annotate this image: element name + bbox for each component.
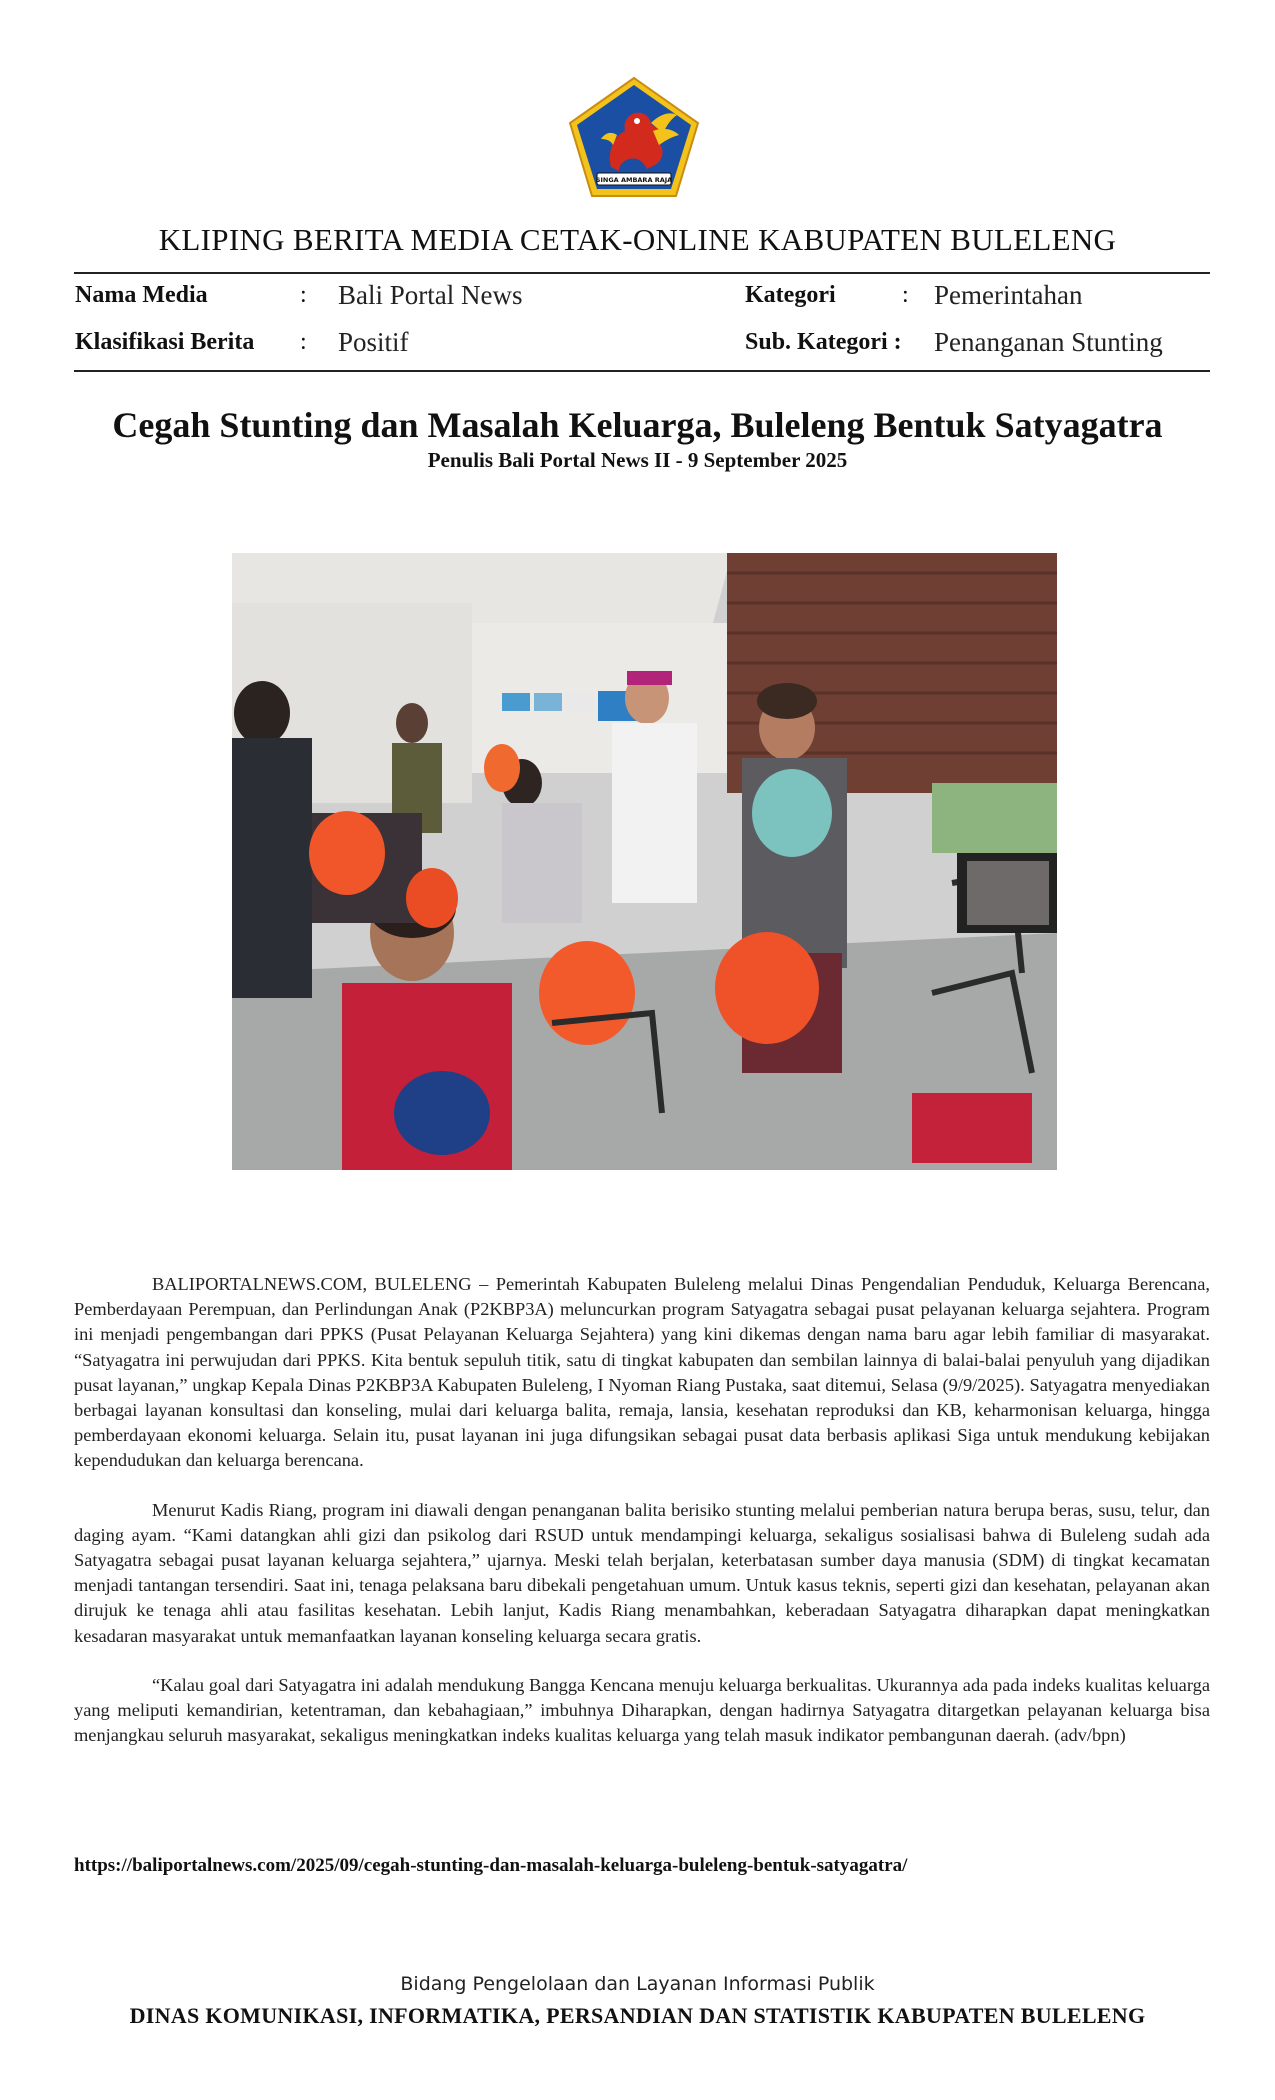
- news-photo: [232, 553, 1057, 1170]
- footer-agency: DINAS KOMUNIKASI, INFORMATIKA, PERSANDIAN DAN STATISTIK KABUPATEN BULELENG: [129, 2003, 1146, 2028]
- subkategori-label: Sub. Kategori :: [745, 329, 902, 355]
- article-paragraph-1: BALIPORTALNEWS.COM, BULELENG – Pemerintah Kabupaten Buleleng melalui Dinas Pengendalian Penduduk, Keluarga Berencana, Pemberdayaan Perempuan, dan Perlindungan Anak (P2KBP3A) meluncurkan program Satyagatra sebagai pusat pelayanan keluarga sejahtera. Program ini menjadi pengembangan dari PPKS (Pusat Pelayanan Keluarga Sejahtera) yang kini dikemas dengan nama baru agar lebih familiar di masyarakat. “Satyagatra ini perwujudan dari PPKS. Kita bentuk sepuluh titik, satu di tingkat kabupaten dan sembilan lainnya di balai-balai penyuluh yang dijadikan pusat layanan,” ungkap Kepala Dinas P2KBP3A Kabupaten Buleleng, I Nyoman Riang Pustaka, saat ditemui, Selasa (9/9/2025). Satyagatra menyediakan berbagai layanan konsultasi dan konseling, mulai dari keluarga balita, remaja, lansia, kesehatan reproduksi dan KB, keharmonisan keluarga, hingga pemberdayaan ekonomi keluarga. Selain itu, pusat layanan ini juga difungsikan sebagai pusat data berbasis aplikasi Siga untuk mendukung kebijakan kependudukan dan keluarga berencana.: [74, 1274, 1210, 1471]
- subkategori-value: Penanganan Stunting: [934, 327, 1163, 357]
- source-link[interactable]: https://baliportalnews.com/2025/09/cegah-stunting-dan-masalah-keluarga-buleleng-bentuk-satyagatra/: [74, 1855, 908, 1876]
- klasifikasi-colon: :: [300, 329, 307, 355]
- klasifikasi-value: Positif: [338, 327, 409, 357]
- buleleng-regency-emblem: [567, 75, 701, 199]
- media-value: Bali Portal News: [338, 280, 523, 310]
- article-paragraph-3: “Kalau goal dari Satyagatra ini adalah mendukung Bangga Kencana menuju keluarga berkualitas. Ukurannya ada pada indeks kualitas keluarga yang meliputi kemandirian, ketentraman, dan kebahagiaan,” imbuhnya Diharapkan, dengan hadirnya Satyagatra ditargetkan pelayanan keluarga bisa menjangkau seluruh masyarakat, sekaligus meningkatkan indeks kualitas keluarga yang telah masuk indikator pembangunan daerah. (adv/bpn): [74, 1674, 1210, 1746]
- kategori-colon: :: [902, 282, 909, 308]
- media-colon: :: [300, 282, 307, 308]
- article-paragraph-2: Menurut Kadis Riang, program ini diawali dengan penanganan balita berisiko stunting melalui pemberian natura berupa beras, susu, telur, dan daging ayam. “Kami datangkan ahli gizi dan psikolog dari RSUD untuk mendampingi keluarga, sekaligus sosialisasi bahwa di Buleleng sudah ada Satyagatra sebagai pusat layanan keluarga sejahtera,” ujarnya. Meski telah berjalan, keterbatasan sumber daya manusia (SDM) di tingkat kecamatan menjadi tantangan tersendiri. Saat ini, tenaga pelaksana baru dibekali pengetahuan umum. Untuk kasus teknis, seperti gizi dan kesehatan, pelayanan akan dirujuk ke tenaga ahli atau fasilitas kesehatan. Lebih lanjut, Kadis Riang menambahkan, keberadaan Satyagatra diharapkan dapat meningkatkan kesadaran masyarakat untuk memanfaatkan layanan konseling keluarga secara gratis.: [74, 1499, 1210, 1646]
- footer-department: Bidang Pengelolaan dan Layanan Informasi Publik: [400, 1973, 875, 1995]
- kategori-label: Kategori: [745, 282, 836, 308]
- article-byline: Penulis Bali Portal News II - 9 September 2025: [427, 448, 848, 472]
- kategori-value: Pemerintahan: [934, 280, 1083, 310]
- document-title: KLIPING BERITA MEDIA CETAK-ONLINE KABUPATEN BULELENG: [158, 222, 1117, 257]
- divider-bottom: [74, 370, 1210, 372]
- media-label: Nama Media: [75, 282, 208, 308]
- article-body: [74, 1272, 1210, 1772]
- klasifikasi-label: Klasifikasi Berita: [75, 329, 255, 355]
- article-headline: Cegah Stunting dan Masalah Keluarga, Buleleng Bentuk Satyagatra: [112, 405, 1163, 445]
- divider-top: [74, 272, 1210, 274]
- emblem-motto: SINGA AMBARA RAJA: [595, 176, 673, 184]
